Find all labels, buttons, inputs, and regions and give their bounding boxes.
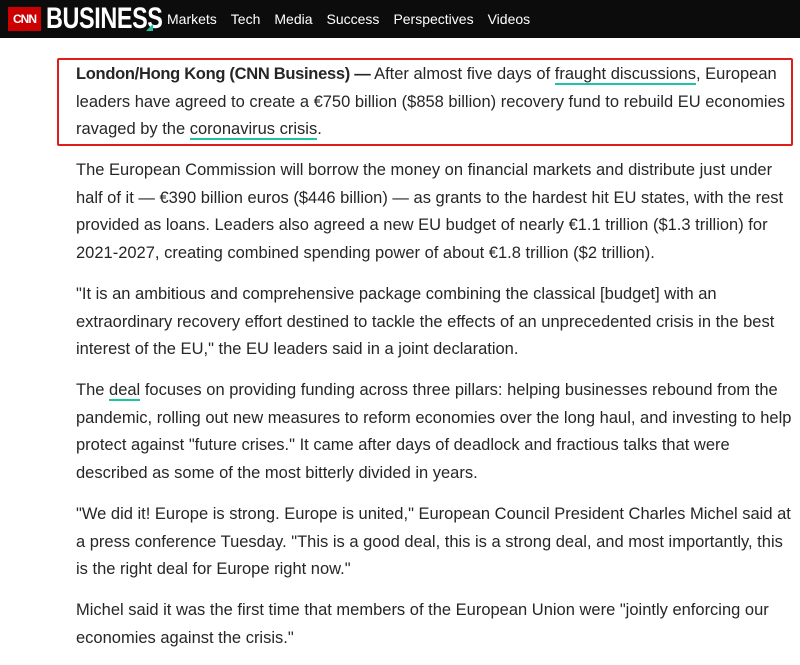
nav-markets[interactable]: Markets [167,11,217,27]
section-nav [167,0,544,38]
article-paragraph-6: Michel said it was the first time that members of the European Union were "jointly enforcing our economies against the crisis." [76,601,769,647]
article-paragraph-2: The European Commission will borrow the money on financial markets and distribute just under half of it — €390 billion euros ($446 billion) — as grants to the hardest hit EU states, with the rest provided as loans. Leaders also agreed a new EU budget of nearly €1.1 trillion ($1.3 trillion) for 2021-2027, creating combined spending power of about €1.8 trillion ($2 trillion). [76,161,784,262]
nav-media[interactable]: Media [274,11,313,27]
article-paragraph-3: "It is an ambitious and comprehensive package combining the classical [budget] with an extraordinary recovery effort destined to tackle the effects of an unprecedented crisis in the best interest of the EU," the EU leaders said in a joint declaration. [76,285,775,358]
brand-accent-triangle-icon [146,24,153,31]
nav-perspectives[interactable]: Perspectives [393,11,474,27]
link-coronavirus-crisis[interactable]: coronavirus crisis [189,120,318,138]
article-paragraph-4: The deal focuses on providing funding across three pillars: helping businesses rebound from the pandemic, rolling out new measures to reform economies over the long haul, and investing to help protect against "future crises." It came after days of deadlock and fractious talks that were described as some of the most bitterly divided in years. [76,381,792,482]
article-paragraph-5: "We did it! Europe is strong. Europe is united," European Council President Charles Michel said at a press conference Tuesday. "This is a good deal, this is a strong deal, and most importantly, this is the right deal for Europe right now." [76,505,791,578]
nav-videos[interactable]: Videos [487,11,531,27]
nav-success[interactable]: Success [326,11,380,27]
article-paragraph-1: London/Hong Kong (CNN Business) — After almost five days of fraught discussions, European leaders have agreed to create a €750 billion ($858 billion) recovery fund to rebuild EU economies ravaged by the coronavirus crisis. [76,65,786,138]
link-fraught-discussions[interactable]: fraught discussions [554,65,696,83]
link-deal[interactable]: deal [109,381,141,399]
top-navigation-bar [0,0,800,38]
dateline: London/Hong Kong (CNN Business) — [76,65,371,83]
business-brand-logo[interactable]: BUSINESS [46,2,163,35]
nav-tech[interactable]: Tech [230,11,261,27]
cnn-logo[interactable]: CNN [8,7,41,31]
